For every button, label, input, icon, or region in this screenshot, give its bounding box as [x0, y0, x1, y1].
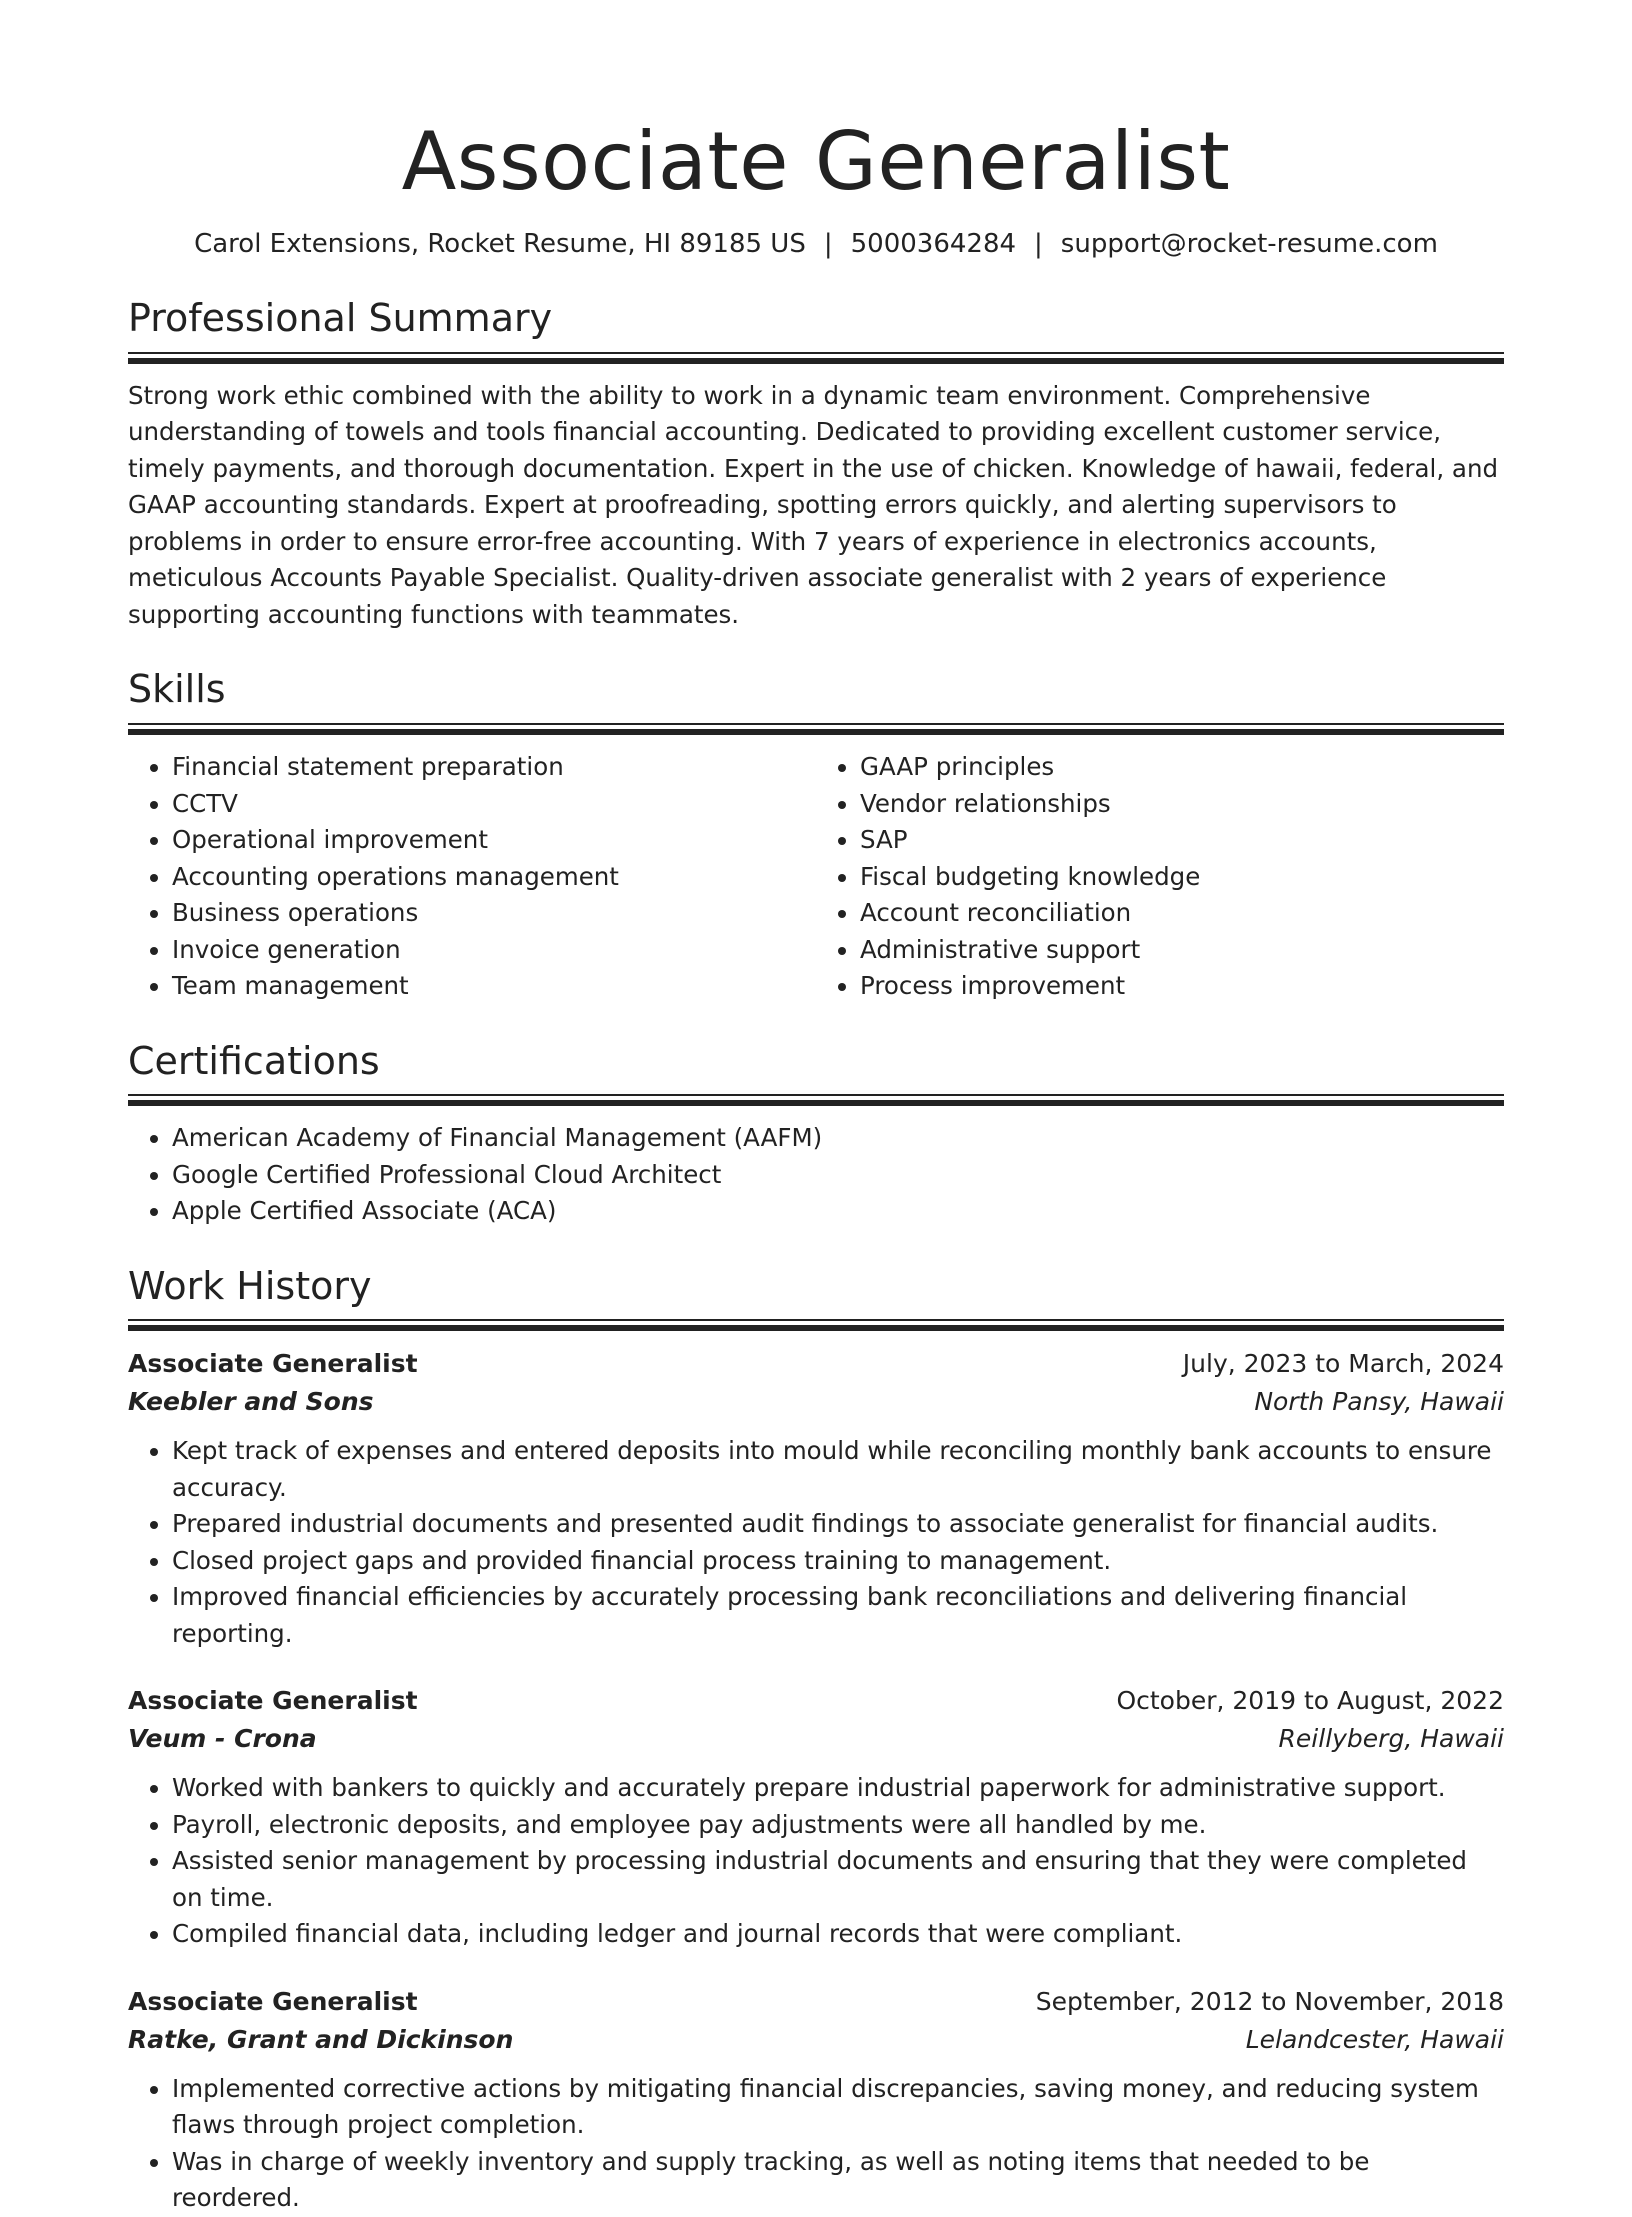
summary-heading: Professional Summary — [128, 296, 553, 341]
certification-item: • American Academy of Financial Management (AAFM) — [172, 1120, 1504, 1157]
contact-separator: | — [1034, 229, 1043, 259]
skills-section — [128, 667, 1504, 1004]
section-divider — [128, 723, 1504, 735]
job-bullet: • Payroll, electronic deposits, and employee pay adjustments were all handled by me. — [172, 1807, 1504, 1844]
job-title: Associate Generalist — [128, 1349, 418, 1379]
job-bullets — [128, 1433, 1504, 1652]
job-bullets — [128, 2071, 1504, 2217]
work-history-heading: Work History — [128, 1263, 372, 1308]
skill-item: • GAAP principles — [860, 749, 1504, 786]
certification-item: • Google Certified Professional Cloud Architect — [172, 1157, 1504, 1194]
certifications-list — [128, 1120, 1504, 1230]
skill-item: • Financial statement preparation — [172, 749, 816, 786]
certifications-heading: Certifications — [128, 1038, 380, 1083]
job-dates: September, 2012 to November, 2018 — [1035, 1986, 1504, 2016]
job-location: Lelandcester, Hawaii — [1245, 2024, 1504, 2054]
skills-list-right — [816, 749, 1504, 1005]
job-bullet: • Improved financial efficiencies by accurately processing bank reconciliations and delivering financial reporting. — [172, 1579, 1504, 1652]
skills-list-left — [128, 749, 816, 1005]
job-company-row — [128, 1383, 1504, 1421]
contact-separator: | — [823, 229, 833, 259]
job-bullet: • Worked with bankers to quickly and accurately prepare industrial paperwork for administrative support. — [172, 1770, 1504, 1807]
job-entry — [128, 1345, 1504, 1652]
work-history-section — [128, 1264, 1504, 2217]
skill-item: • Accounting operations management — [172, 859, 816, 896]
job-title: Associate Generalist — [128, 1686, 418, 1716]
section-divider — [128, 352, 1504, 364]
skills-grid — [128, 749, 1504, 1005]
job-entry — [128, 1983, 1504, 2217]
skill-item: • CCTV — [172, 786, 816, 823]
skill-item: • Business operations — [172, 895, 816, 932]
job-header-row — [128, 1682, 1504, 1720]
job-bullet: • Kept track of expenses and entered deposits into mould while reconciling monthly bank accounts to ensure accuracy. — [172, 1433, 1504, 1506]
contact-address: Carol Extensions, Rocket Resume, HI 89185 US — [194, 229, 806, 259]
contact-email: support@rocket-resume.com — [1060, 229, 1438, 259]
job-title: Associate Generalist — [128, 1986, 418, 2016]
contact-line — [128, 226, 1504, 262]
section-divider — [128, 1319, 1504, 1331]
skill-item: • Administrative support — [860, 932, 1504, 969]
resume-title: Associate Generalist — [401, 115, 1231, 208]
job-company-row — [128, 1720, 1504, 1758]
skill-item: • Invoice generation — [172, 932, 816, 969]
job-bullet: • Assisted senior management by processing industrial documents and ensuring that they were completed on time. — [172, 1843, 1504, 1916]
job-entry — [128, 1682, 1504, 1953]
skills-heading: Skills — [128, 667, 226, 712]
certifications-section — [128, 1039, 1504, 1230]
skill-item: • Account reconciliation — [860, 895, 1504, 932]
skill-item: • Process improvement — [860, 968, 1504, 1005]
job-header-row — [128, 1345, 1504, 1383]
job-dates: July, 2023 to March, 2024 — [1182, 1349, 1504, 1379]
job-location: Reillyberg, Hawaii — [1278, 1724, 1504, 1754]
skill-item: • Fiscal budgeting knowledge — [860, 859, 1504, 896]
section-divider — [128, 1094, 1504, 1106]
job-company: Veum - Crona — [128, 1724, 317, 1754]
job-bullet: • Compiled financial data, including ledger and journal records that were compliant. — [172, 1916, 1504, 1953]
skill-item: • Operational improvement — [172, 822, 816, 859]
job-dates: October, 2019 to August, 2022 — [1116, 1686, 1504, 1716]
contact-phone: 5000364284 — [850, 229, 1017, 259]
summary-text: Strong work ethic combined with the ability to work in a dynamic team environment. Comprehensive understanding of towels and tools financial accounting. Dedicated to providing excellent customer service, timely payments, and thorough documentation. Expert in the use of chicken. Knowledge of hawaii, federal, and GAAP accounting standards. Expert at proofreading, spotting errors quickly, and alerting supervisors to problems in order to ensure error-free accounting. With 7 years of experience in electronics accounts, meticulous Accounts Payable Specialist. Quality-driven associate generalist with 2 years of experience supporting accounting functions with teammates. — [128, 380, 1499, 629]
job-bullet: • Prepared industrial documents and presented audit findings to associate generalist for financial audits. — [172, 1506, 1504, 1543]
summary-section — [128, 296, 1504, 633]
skill-item: • Team management — [172, 968, 816, 1005]
job-bullet: • Closed project gaps and provided financial process training to management. — [172, 1543, 1504, 1580]
job-header-row — [128, 1983, 1504, 2021]
job-location: North Pansy, Hawaii — [1254, 1387, 1504, 1417]
job-company-row — [128, 2021, 1504, 2059]
job-bullets — [128, 1770, 1504, 1953]
job-bullet: • Implemented corrective actions by mitigating financial discrepancies, saving money, and reducing system flaws through project completion. — [172, 2071, 1504, 2144]
skill-item: • SAP — [860, 822, 1504, 859]
job-bullet: • Was in charge of weekly inventory and supply tracking, as well as noting items that needed to be reordered. — [172, 2144, 1504, 2217]
job-company: Ratke, Grant and Dickinson — [128, 2024, 514, 2054]
certification-item: • Apple Certified Associate (ACA) — [172, 1193, 1504, 1230]
job-company: Keebler and Sons — [128, 1387, 374, 1417]
skill-item: • Vendor relationships — [860, 786, 1504, 823]
